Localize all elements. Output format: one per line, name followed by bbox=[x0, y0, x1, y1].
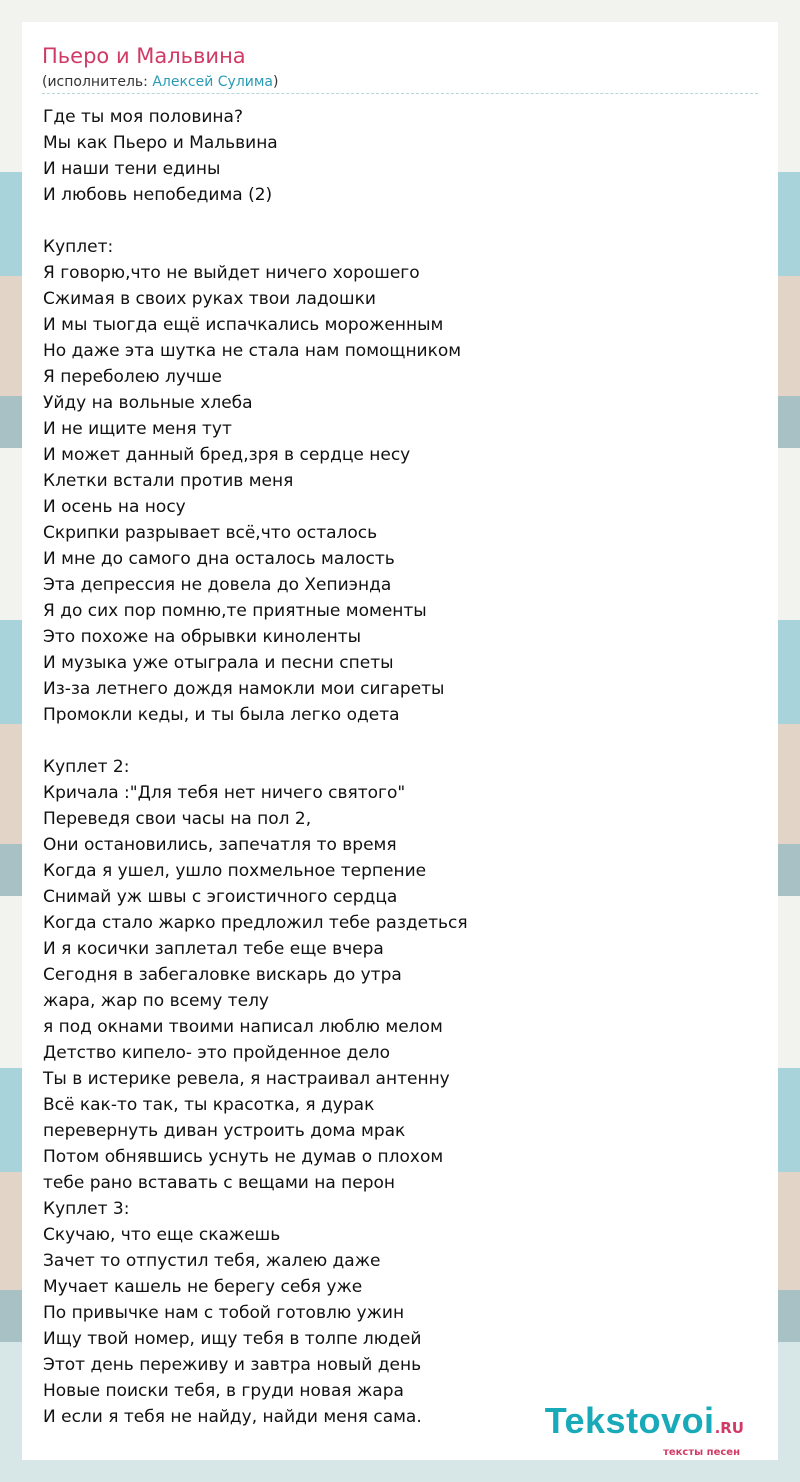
logo-name: Tekstovoi bbox=[544, 1400, 715, 1441]
lyrics-card bbox=[22, 22, 778, 1460]
artist-line bbox=[42, 72, 278, 92]
logo-domain: .RU bbox=[714, 1419, 744, 1437]
lyrics-text: Где ты моя половина? Мы как Пьеро и Мальвина И наши тени едины И любовь непобедима (2) Куплет: Я говорю,что не выйдет ничего хорошего Сжимая в своих руках твои ладошки И мы тыогда ещё испачкались мороженным Но даже эта шутка не стала нам помощником Я переболею лучше Уйду на вольные хлеба И не ищите меня тут И может данный бред,зря в сердце несу Клетки встали против меня И осень на носу Скрипки разрывает всё,что осталось И мне до самого дна осталось малость Эта депрессия не довела до Хепиэнда Я до сих пор помню,те приятные моменты Это похоже на обрывки киноленты И музыка уже отыграла и песни спеты Из-за летнего дождя намокли мои сигареты Промокли кеды, и ты была легко одета Куплет 2: Кричала :"Для тебя нет ничего святого" Переведя свои часы на пол 2, Они остановились, запечатля то время Когда я ушел, ушло похмельное терпение Снимай уж швы с эгоистичного сердца Когда стало жарко предложил тебе раздеться И я косички заплетал тебе еще вчера Сегодня в забегаловке вискарь до утра жара, жар по всему телу я под окнами твоими написал люблю мелом Детство кипело- это пройденное дело Ты в истерике ревела, я настраивал антенну Всё как-то так, ты красотка, я дурак перевернуть диван устроить дома мрак Потом обнявшись уснуть не думав о плохом тебе рано вставать с вещами на перон Куплет 3: Скучаю, что еще скажешь Зачет то отпустил тебя, жалею даже Мучает кашель не берегу себя уже По привычке нам с тобой готовлю ужин Ищу твой номер, ищу тебя в толпе людей Этот день переживу и завтра новый день Новые поиски тебя, в груди новая жара И если я тебя не найду, найди меня сама. bbox=[43, 107, 468, 1427]
logo-tagline: тексты песен bbox=[663, 1447, 740, 1458]
artist-suffix: ) bbox=[273, 74, 279, 90]
artist-link[interactable]: Алексей Сулима bbox=[152, 74, 274, 90]
site-logo[interactable] bbox=[545, 1400, 744, 1442]
song-title: Пьеро и Мальвина bbox=[42, 44, 246, 68]
artist-prefix: (исполнитель: bbox=[42, 74, 153, 90]
title-divider bbox=[42, 93, 758, 94]
